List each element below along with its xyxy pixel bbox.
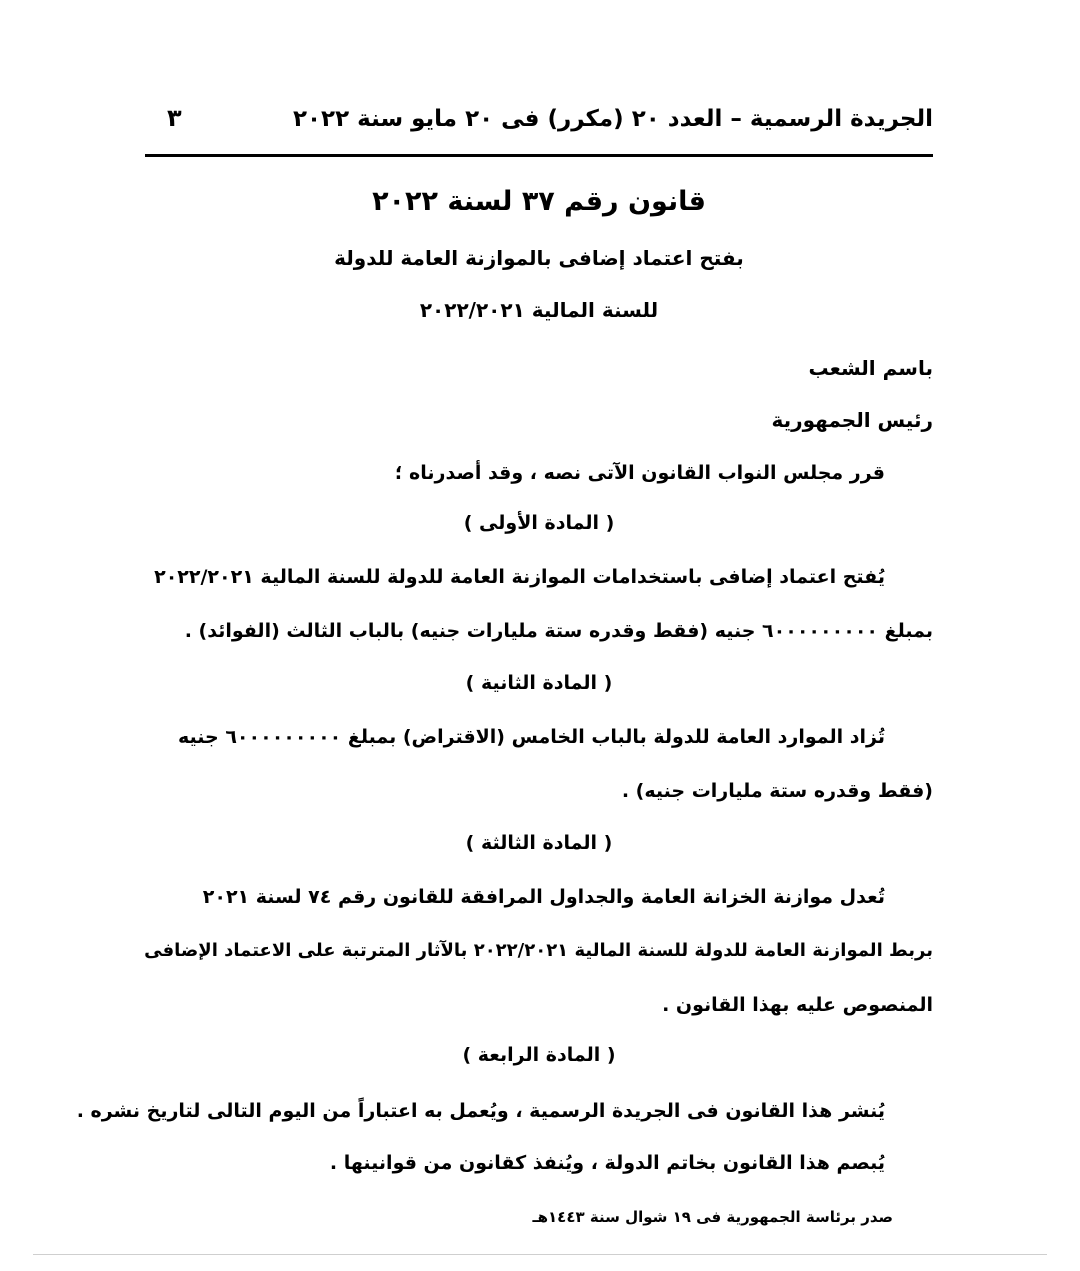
preamble-enactment: قرر مجلس النواب القانون الآتى نصه ، وقد أصدرناه ؛	[394, 462, 885, 484]
article-2-heading: ( المادة الثانية )	[465, 672, 613, 694]
gazette-header	[145, 98, 933, 146]
article-3-line-1: تُعدل موازنة الخزانة العامة والجداول المرافقة للقانون رقم ٧٤ لسنة ٢٠٢١	[202, 886, 885, 908]
law-title: قانون رقم ٣٧ لسنة ٢٠٢٢	[372, 186, 706, 217]
article-1-heading: ( المادة الأولى )	[463, 512, 615, 534]
bottom-divider	[33, 1254, 1047, 1255]
article-2-line-1: تُزاد الموارد العامة للدولة بالباب الخامس (الاقتراض) بمبلغ ٦٠٠٠٠٠٠٠٠٠ جنيه	[177, 726, 885, 748]
law-subtitle: بفتح اعتماد إضافى بالموازنة العامة للدولة	[334, 246, 744, 270]
issued-date-line: صدر برئاسة الجمهورية فى ١٩ شوال سنة ١٤٤٣هـ	[532, 1208, 893, 1226]
preamble-in-the-name: باسم الشعب	[808, 356, 933, 380]
page-number: ٣	[167, 104, 182, 132]
article-4-line-1: يُنشر هذا القانون فى الجريدة الرسمية ، ويُعمل به اعتباراً من اليوم التالى لتاريخ نشره .	[76, 1100, 885, 1122]
article-4-heading: ( المادة الرابعة )	[462, 1044, 616, 1066]
header-title: الجريدة الرسمية – العدد ٢٠ (مكرر) فى ٢٠ مايو سنة ٢٠٢٢	[292, 106, 933, 132]
preamble-president: رئيس الجمهورية	[771, 408, 933, 432]
law-fiscal-year: للسنة المالية ٢٠٢٢/٢٠٢١	[419, 298, 659, 322]
article-4-line-2: يُبصم هذا القانون بخاتم الدولة ، ويُنفذ كقانون من قوانينها .	[329, 1152, 885, 1174]
article-1-line-1: يُفتح اعتماد إضافى باستخدامات الموازنة العامة للدولة للسنة المالية ٢٠٢٢/٢٠٢١	[154, 566, 885, 588]
article-3-line-3: المنصوص عليه بهذا القانون .	[662, 994, 933, 1016]
article-3-heading: ( المادة الثالثة )	[465, 832, 613, 854]
article-1-line-2: بمبلغ ٦٠٠٠٠٠٠٠٠٠ جنيه (فقط وقدره ستة مليارات جنيه) بالباب الثالث (الفوائد) .	[184, 620, 933, 642]
header-divider	[145, 154, 933, 157]
article-3-line-2: بربط الموازنة العامة للدولة للسنة المالية ٢٠٢٢/٢٠٢١ بالآثار المترتبة على الاعتماد الإضافى	[144, 940, 933, 961]
article-2-line-2: (فقط وقدره ستة مليارات جنيه) .	[621, 780, 933, 802]
